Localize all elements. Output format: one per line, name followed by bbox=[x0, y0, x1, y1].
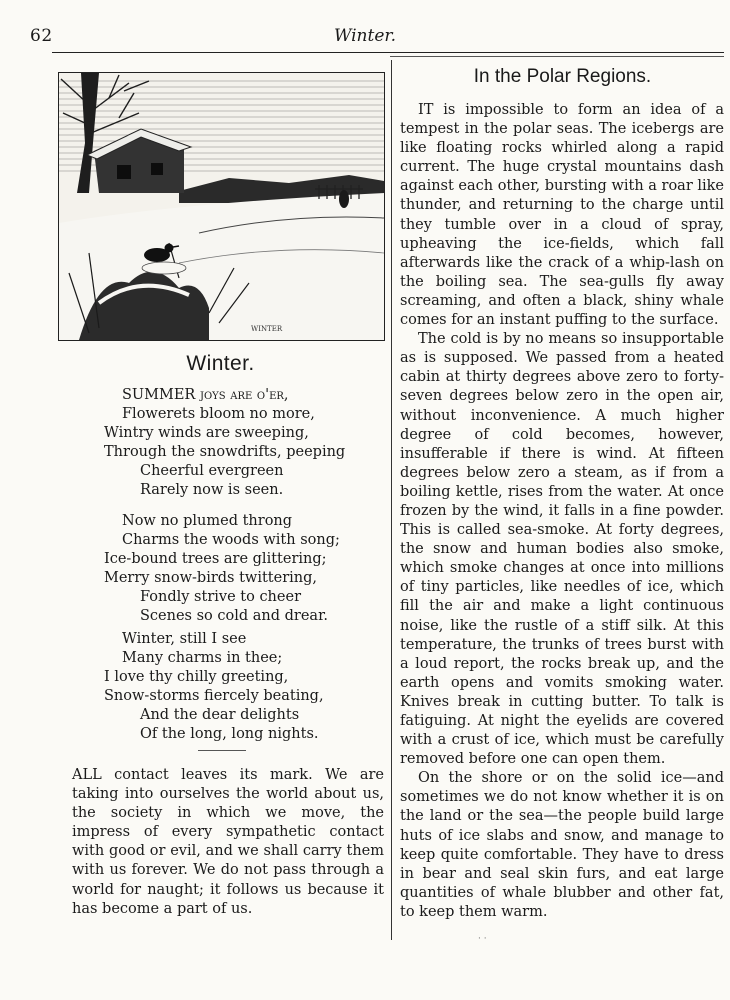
paragraph-lead: IT bbox=[418, 102, 434, 118]
poem-line: SUMMER joys are o'er, bbox=[122, 387, 289, 403]
poem-stanza-3 bbox=[104, 630, 384, 744]
poem-line: Rarely now is seen. bbox=[140, 482, 284, 498]
print-speck: · · bbox=[478, 934, 487, 944]
article-paragraph bbox=[400, 330, 724, 769]
header-rule-secondary bbox=[390, 56, 724, 57]
paragraph-text: On the shore or on the solid ice—and sometimes we do not know whether it is on the land or the sea—the people build large huts of ice slabs and snow, and manage to keep quite comfortable. They have to dress in bear and seal skin furs, and eat large quantities of whale blubber and other fat, to keep them warm. bbox=[400, 770, 724, 920]
winter-scene-illustration bbox=[58, 72, 385, 341]
poem-title: Winter. bbox=[186, 352, 255, 375]
winter-scene-engraving bbox=[59, 73, 384, 340]
article-title: In the Polar Regions. bbox=[473, 66, 652, 87]
poem-line: Ice-bound trees are glittering; bbox=[104, 551, 327, 567]
poem-stanza-1 bbox=[104, 386, 384, 500]
poem-line: Winter, still I see bbox=[122, 631, 247, 647]
column-divider bbox=[391, 60, 392, 940]
running-title: Winter. bbox=[333, 26, 397, 46]
poem-line: Through the snowdrifts, peeping bbox=[104, 444, 346, 460]
poem-line: Many charms in thee; bbox=[122, 650, 283, 666]
poem-line: Scenes so cold and drear. bbox=[140, 608, 329, 624]
illustration-signature: WINTER bbox=[251, 325, 283, 333]
poem-line: Now no plumed throng bbox=[122, 513, 293, 529]
left-paragraph bbox=[72, 766, 384, 919]
poem-line: Snow-storms fiercely beating, bbox=[104, 688, 324, 704]
paragraph-lead: ALL bbox=[72, 767, 102, 783]
paragraph-text: contact leaves its mark. We are taking into ourselves the world about us, the society in which we move, the impress of every sympathetic contact with good or evil, and we shall carry them with us forever. We do not pass through a world for naught; it follows us because it has become a part of us. bbox=[72, 767, 384, 917]
paragraph-text: The cold is by no means so insupportable as is supposed. We passed from a heated cabin at thirty degrees above zero to forty-seven degrees below zero in the open air, without inconvenience. A much higher degree of cold becomes, however, insufferable if there is wind. At fifteen degrees below zero a steam, as if from a boiling kettle, rises from the water. At once frozen by the wind, it falls in a fine powder. This is called sea-smoke. At forty degrees, the snow and human bodies also smoke, which smoke changes at once into millions of tiny particles, like needles of ice, which fill the air and make a light continuous noise, like the rustle of a stiff silk. At this temperature, the trunks of trees burst with a loud report, the rocks break up, and the earth opens and vomits smoking water. Knives break in cutting butter. To talk is fatiguing. At night the eyelids are covered with a crust of ice, which must be carefully removed before one can open them. bbox=[400, 331, 724, 768]
paragraph-text: is impossible to form an idea of a tempest in the polar seas. The icebergs are like floating rocks whirled along a rapid current. The huge crystal mountains dash against each other, bursting with a roar like thunder, and returning to the charge until they tumble over in a cloud of spray, upheaving the ice-fields, which fall afterwards like the crack of a whip-lash on the boiling sea. The sea-gulls fly away screaming, and often a black, shiny whale comes for an instant puffing to the surface. bbox=[400, 102, 725, 329]
article-paragraph bbox=[400, 769, 724, 922]
poem-line: Wintry winds are sweeping, bbox=[104, 425, 309, 441]
poem-line: Of the long, long nights. bbox=[140, 726, 319, 742]
poem-line: Flowerets bloom no more, bbox=[122, 406, 315, 422]
poem-stanza-2 bbox=[104, 512, 384, 626]
article-paragraph bbox=[400, 101, 724, 330]
poem-line: And the dear delights bbox=[140, 707, 300, 723]
header-rule bbox=[52, 52, 724, 53]
section-divider bbox=[198, 750, 246, 751]
poem-line: Merry snow-birds twittering, bbox=[104, 570, 318, 586]
article-body bbox=[400, 101, 724, 922]
poem-line: I love thy chilly greeting, bbox=[104, 669, 289, 685]
poem-line: Fondly strive to cheer bbox=[140, 589, 301, 605]
poem-line: Charms the woods with song; bbox=[122, 532, 340, 548]
page-number: 62 bbox=[30, 26, 53, 46]
poem-line: Cheerful evergreen bbox=[140, 463, 284, 479]
